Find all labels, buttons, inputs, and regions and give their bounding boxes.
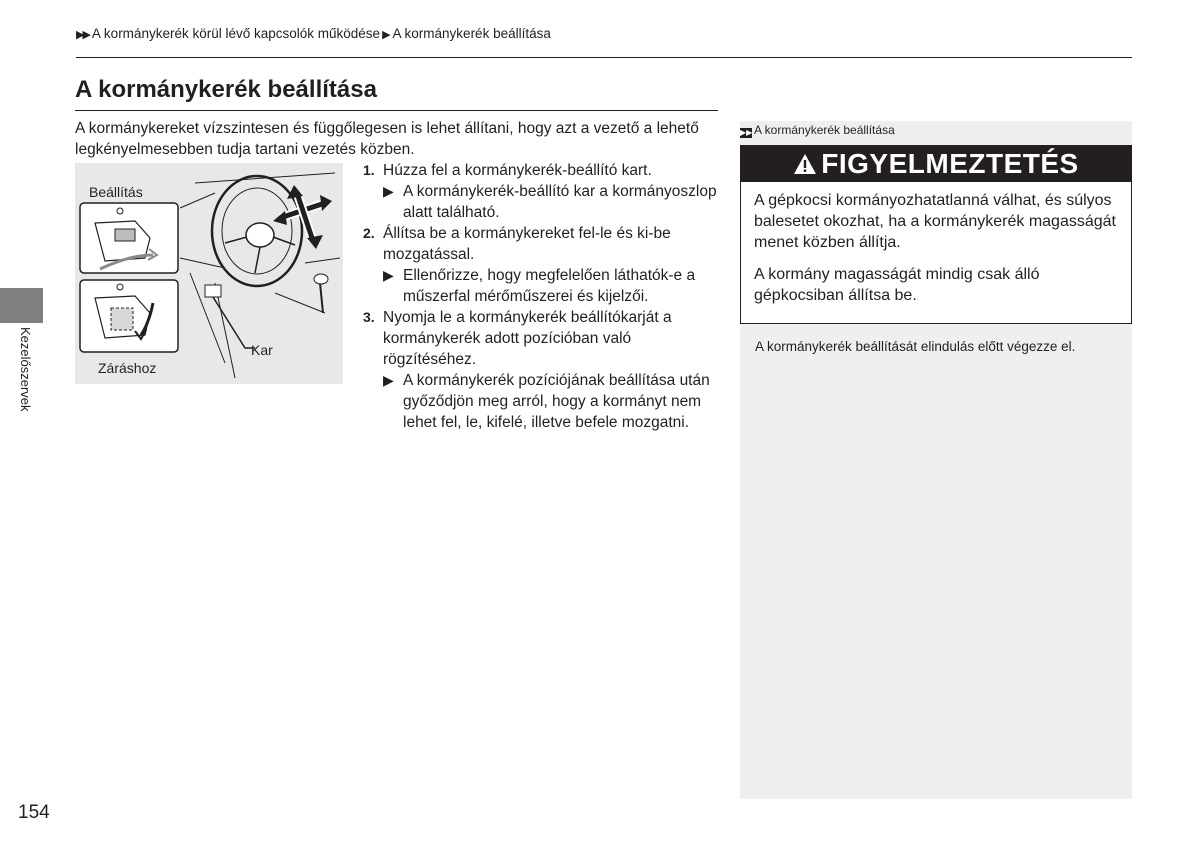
label-lever: Kar	[251, 342, 273, 358]
step-1	[363, 160, 723, 223]
step-number: 1.	[363, 162, 375, 178]
double-arrow-icon: ▶▶	[76, 29, 89, 41]
step-note	[383, 265, 723, 307]
header-divider	[76, 57, 1132, 58]
steering-illustration	[75, 163, 343, 384]
warning-body	[741, 182, 1131, 306]
sidebar-note: A kormánykerék beállítását elindulás előtt végezze el.	[755, 339, 1076, 354]
arrow-icon: ▶	[383, 267, 394, 283]
warning-triangle-icon	[793, 148, 817, 184]
label-adjust: Beállítás	[89, 184, 143, 200]
breadcrumb-part-1[interactable]: A kormánykerék körül lévő kapcsolók működése	[91, 26, 381, 41]
step-number: 2.	[363, 225, 375, 241]
step-3	[363, 307, 723, 433]
warning-paragraph-2: A kormány magasságát mindig csak álló gépkocsiban állítsa be.	[754, 266, 1040, 304]
sidebar-header	[740, 121, 1132, 140]
warning-header	[741, 146, 1131, 182]
intro-paragraph: A kormánykereket vízszintesen és függőlegesen is lehet állítani, hogy azt a vezető a lehető legkényelmesebben tudja tartani vezetés közben.	[75, 120, 699, 158]
step-note-text: A kormánykerék-beállító kar a kormányoszlop alatt található.	[403, 183, 717, 221]
step-number: 3.	[363, 309, 375, 325]
warning-paragraph-1: A gépkocsi kormányozhatatlanná válhat, és súlyos balesetet okozhat, ha a kormánykerék magasságát menet közben állítja.	[754, 192, 1116, 251]
step-note	[383, 370, 723, 433]
step-text: Nyomja le a kormánykerék beállítókarját a kormánykerék adott pozícióban való rögzítéséhez.	[383, 309, 672, 368]
warning-box	[740, 145, 1132, 324]
warning-title: FIGYELMEZTETÉS	[821, 148, 1079, 179]
page-title: A kormánykerék beállítása	[75, 76, 377, 103]
label-lock: Záráshoz	[98, 360, 157, 376]
steps-list	[363, 160, 723, 433]
section-tab-label[interactable]: Kezelőszervek	[18, 327, 33, 412]
step-note-text: A kormánykerék pozíciójának beállítása után győződjön meg arról, hogy a kormányt nem lehet fel, le, kifelé, illetve befele mozgatni.	[403, 372, 710, 431]
arrow-icon: ▶	[383, 372, 394, 388]
breadcrumb-part-2[interactable]: A kormánykerék beállítása	[392, 26, 551, 41]
arrow-icon: ▶	[382, 29, 391, 41]
step-text: Húzza fel a kormánykerék-beállító kart.	[383, 162, 652, 179]
step-text: Állítsa be a kormánykereket fel-le és ki-be mozgatással.	[383, 225, 671, 263]
step-note	[383, 181, 723, 223]
arrow-icon: ▶	[383, 183, 394, 199]
breadcrumb	[76, 26, 551, 41]
title-divider	[75, 110, 718, 111]
page-number: 154	[18, 802, 50, 823]
step-2	[363, 223, 723, 307]
step-note-text: Ellenőrizze, hogy megfelelően láthatók-e a műszerfal mérőműszerei és kijelzői.	[403, 267, 696, 305]
sidebar-header-text: A kormánykerék beállítása	[754, 123, 895, 137]
reference-icon: ▶▶	[740, 128, 753, 137]
section-tab-marker	[0, 288, 43, 323]
